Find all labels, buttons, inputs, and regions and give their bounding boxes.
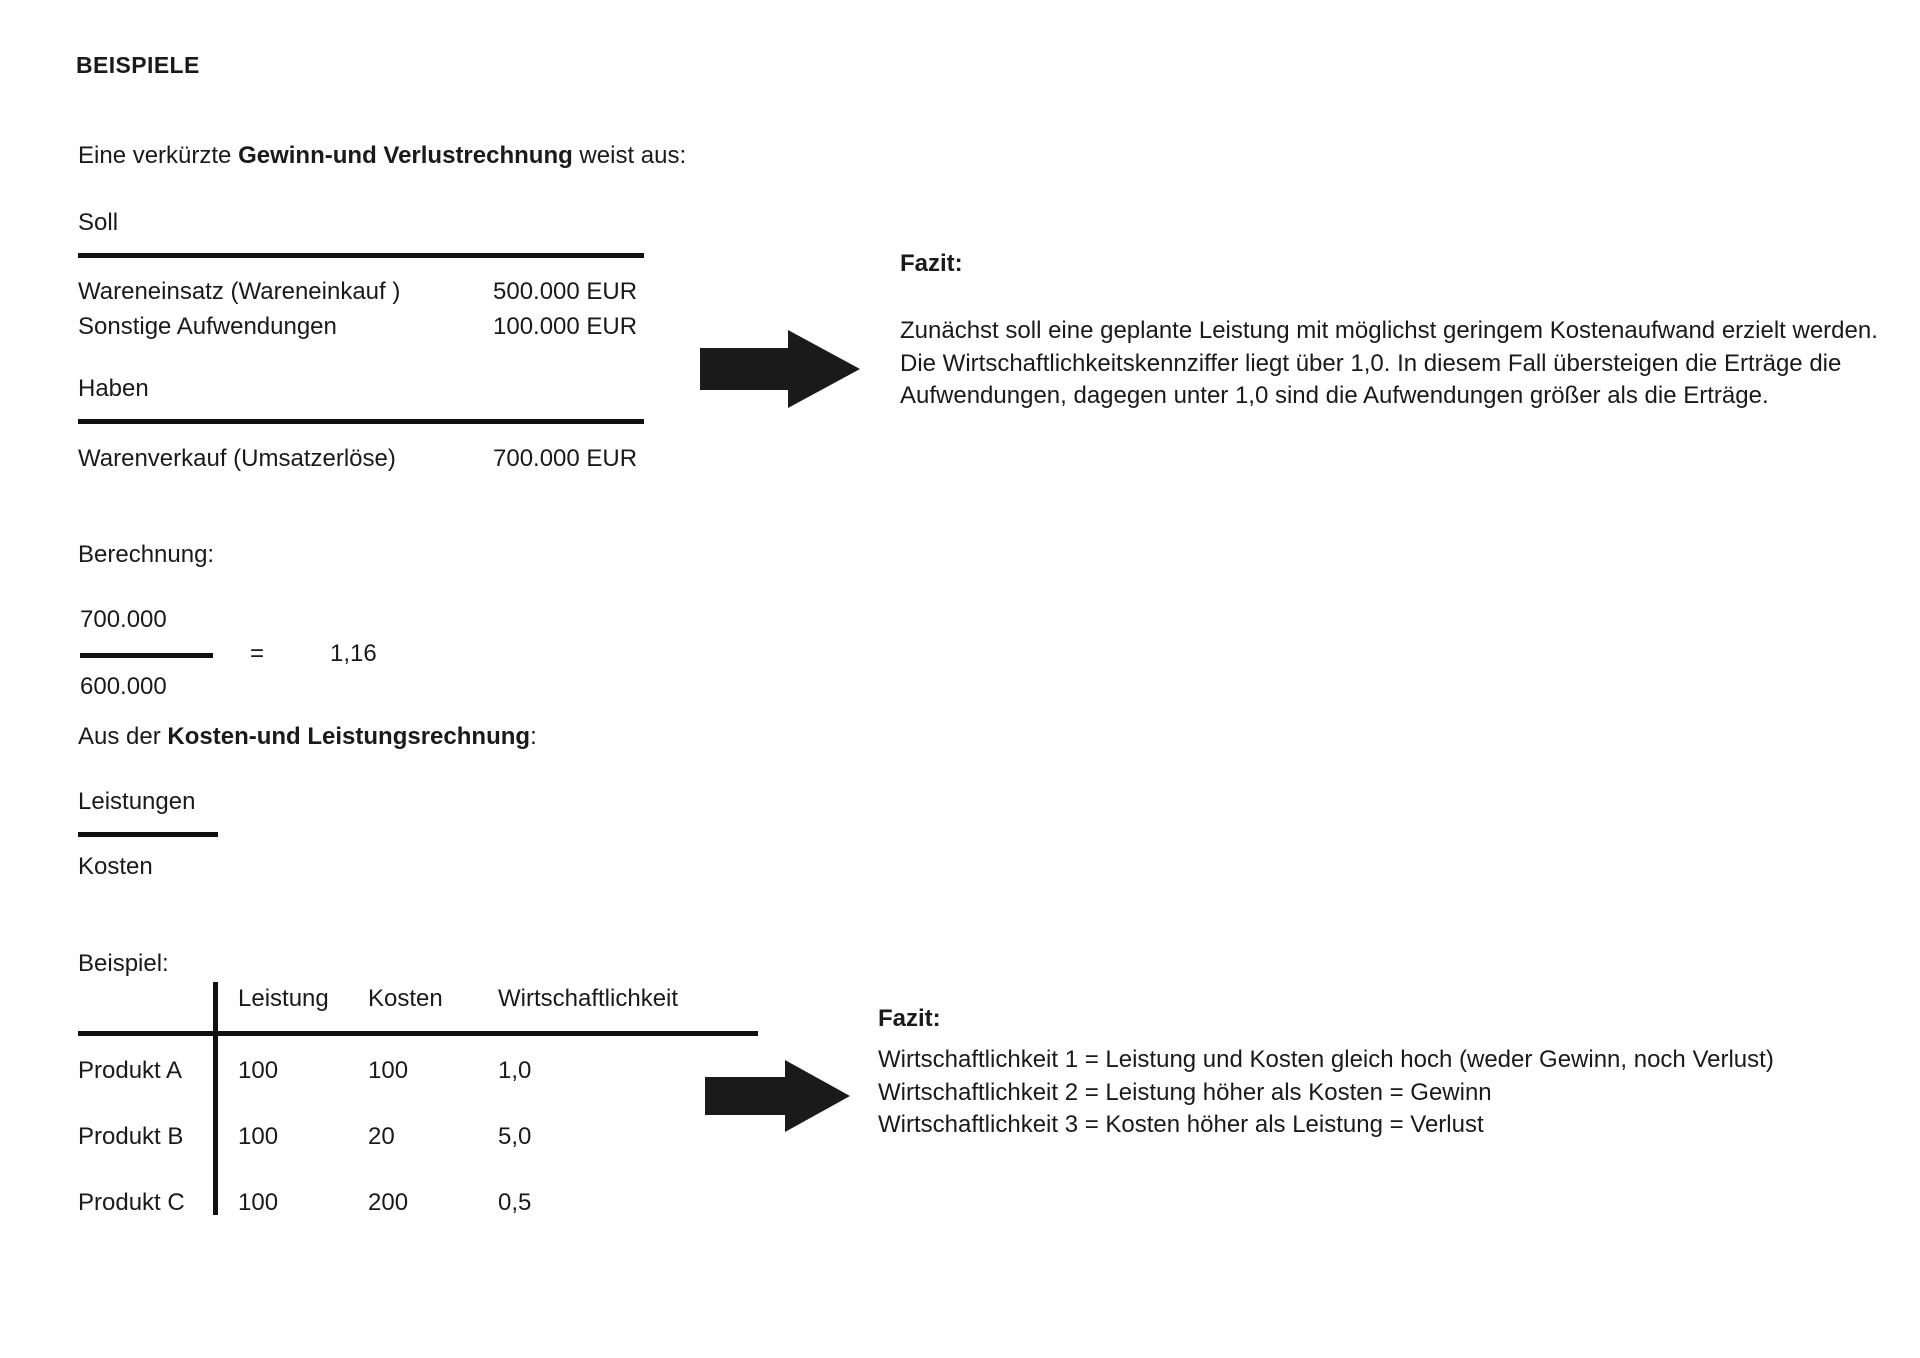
intro-text-after: weist aus:: [572, 142, 687, 169]
fraction-denominator: 600.000: [80, 673, 167, 700]
equals-sign: =: [250, 640, 265, 667]
table-cell-kosten: 200: [368, 1189, 409, 1216]
fazit-1-paragraph: Die Wirtschaftlichkeitskennziffer liegt über 1,0. In diesem Fall übersteigen die Erträge die Aufwendungen, dagegen unter 1,0 sind die Aufwendungen größer als die Erträge.: [900, 349, 1842, 410]
fazit-2-line: Wirtschaftlichkeit 2 = Leistung höher als Kosten = Gewinn: [878, 1078, 1492, 1106]
intro-text-before: Eine verkürzte: [78, 142, 239, 169]
account-name: Sonstige Aufwendungen: [78, 313, 337, 340]
fraction-bar: [80, 653, 213, 658]
table-cell-wirtschaftlichkeit: 0,5: [498, 1189, 532, 1216]
column-header-kosten: Kosten: [368, 985, 443, 1012]
fazit-1-paragraph: Zunächst soll eine geplante Leistung mit möglichst geringem Kostenaufwand erzielt werden.: [900, 317, 1878, 344]
klr-fraction-bar: [78, 832, 218, 837]
table-cell-wirtschaftlichkeit: 5,0: [498, 1123, 532, 1150]
account-name: Warenverkauf (Umsatzerlöse): [78, 445, 396, 472]
klr-leistungen-label: Leistungen: [78, 788, 196, 815]
account-value: 500.000 EUR: [493, 278, 638, 305]
account-value: 700.000 EUR: [493, 445, 638, 472]
page-title: BEISPIELE: [76, 52, 200, 78]
arrow-right-icon: [705, 1060, 850, 1137]
fazit-2-body: [878, 1044, 1888, 1142]
klr-text-before: Aus der: [78, 723, 168, 750]
klr-text-bold: Kosten-und Leistungsrechnung: [167, 723, 531, 750]
klr-text-after: :: [530, 723, 537, 750]
ledger-soll-label: Soll: [78, 209, 119, 236]
ledger-soll-divider: [78, 253, 644, 258]
table-cell-leistung: 100: [238, 1189, 279, 1216]
wirtschaftlichkeit-table: [78, 975, 758, 1215]
fraction-numerator: 700.000: [80, 606, 167, 633]
intro-text-bold: Gewinn-und Verlustrechnung: [238, 142, 573, 169]
ledger-haben-label: Haben: [78, 375, 149, 402]
column-header-leistung: Leistung: [238, 985, 329, 1012]
table-cell-kosten: 20: [368, 1123, 395, 1150]
klr-kosten-label: Kosten: [78, 853, 153, 880]
column-header-wirtschaftlichkeit: Wirtschaftlichkeit: [498, 985, 679, 1012]
calculation-label: Berechnung:: [78, 541, 215, 568]
calculation-result: 1,16: [330, 640, 377, 667]
table-cell-leistung: 100: [238, 1057, 279, 1084]
example-label: Beispiel:: [78, 950, 169, 977]
table-vertical-divider: [213, 982, 218, 1215]
intro-sentence: [78, 142, 686, 170]
table-cell-leistung: 100: [238, 1123, 279, 1150]
fazit-2-line: Wirtschaftlichkeit 3 = Kosten höher als Leistung = Verlust: [878, 1111, 1484, 1139]
fazit-2-title: Fazit:: [878, 1005, 941, 1032]
table-row: Produkt A: [78, 1057, 183, 1084]
klr-sentence: [78, 723, 537, 751]
fazit-2-line: Wirtschaftlichkeit 1 = Leistung und Kosten gleich hoch (weder Gewinn, noch Verlust): [878, 1046, 1774, 1073]
arrow-right-icon: [700, 330, 860, 413]
account-name: Wareneinsatz (Wareneinkauf ): [78, 278, 401, 305]
fazit-1-body: [900, 315, 1900, 413]
table-row: Produkt C: [78, 1189, 185, 1216]
table-header-divider: [78, 1031, 758, 1036]
table-row: Produkt B: [78, 1123, 184, 1150]
account-value: 100.000 EUR: [493, 313, 638, 340]
ledger-haben-divider: [78, 419, 644, 424]
table-cell-wirtschaftlichkeit: 1,0: [498, 1057, 532, 1084]
fazit-1-title: Fazit:: [900, 250, 963, 277]
table-cell-kosten: 100: [368, 1057, 409, 1084]
